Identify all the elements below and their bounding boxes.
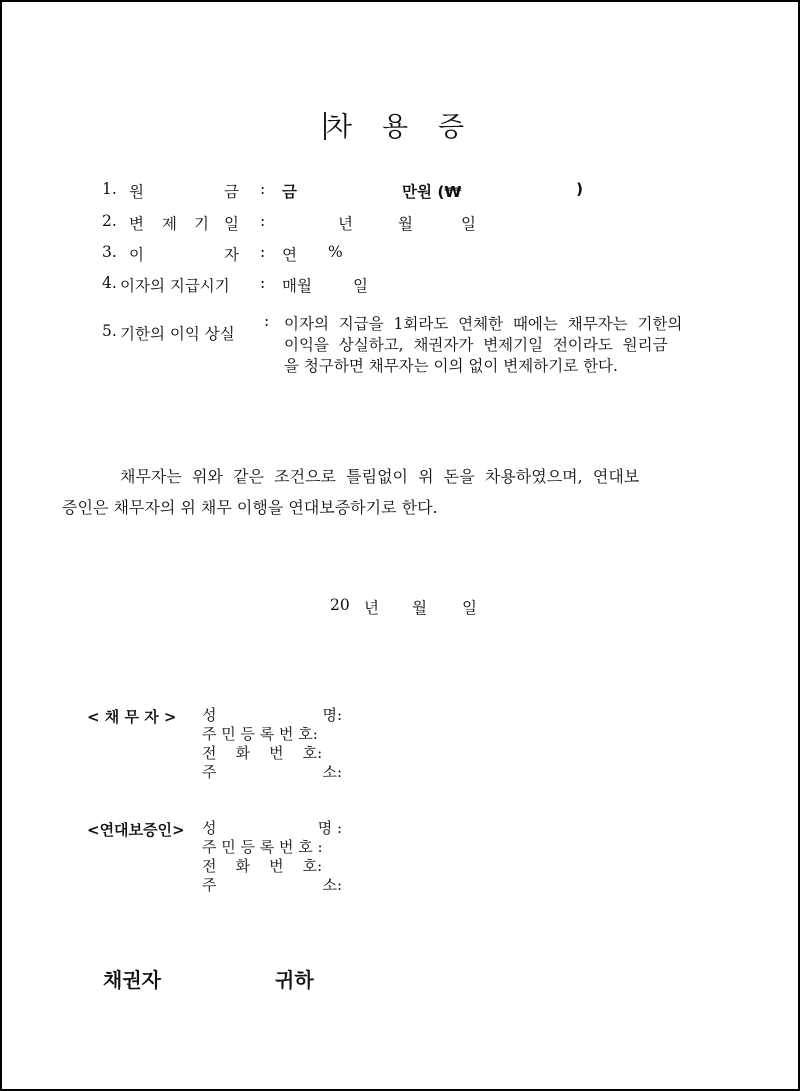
term-interest-payment: 4. 이자의 지급시기 : 매월 일: [102, 274, 368, 295]
term-principal: 1. 원 금 : 금 만원 (₩ ): [102, 180, 584, 201]
guarantor-phone-field: 전 화 번 호:: [202, 857, 323, 875]
document-title: 차 용 증: [325, 112, 467, 143]
guarantor-address-field: 주 소:: [202, 876, 342, 894]
debtor-address-field: 주 소:: [202, 763, 342, 781]
honorific-label: 귀하: [275, 968, 314, 992]
debtor-phone-field: 전 화 번 호:: [202, 744, 323, 762]
guarantor-name-field: 성 명 :: [202, 819, 342, 837]
guarantor-heading: <연대보증인>: [87, 821, 185, 839]
document-date: 20 년 월 일: [330, 596, 477, 617]
debtor-name-field: 성 명:: [202, 706, 342, 724]
creditor-label: 채권자: [103, 968, 161, 992]
debtor-id-field: 주 민 등 록 번 호:: [202, 725, 318, 743]
guarantor-id-field: 주 민 등 록 번 호 :: [202, 838, 323, 856]
body-paragraph-line-1: 채무자는 위와 같은 조건으로 틀림없이 위 돈을 차용하였으며, 연대보: [120, 467, 640, 486]
debtor-heading: < 채 무 자 >: [87, 708, 177, 726]
term-interest: 3. 이 자 : 연 %: [102, 243, 343, 264]
term-due-date: 2. 변 제 기 일 : 년 월 일: [102, 212, 476, 233]
body-paragraph-line-2: 증인은 채무자의 위 채무 이행을 연대보증하기로 한다.: [62, 498, 438, 517]
guarantor-fields: [202, 819, 342, 895]
debtor-fields: [202, 706, 342, 782]
term-acceleration: 5. 기한의 이익 상실 : 이자의 지급을 1회라도 연체한 때에는 채무자는 기한의 이익을 상실하고, 채권자가 변제기일 전이라도 원리금 을 청구하면 채무자는 이의 없이 변제하기로 한다.: [102, 312, 683, 375]
